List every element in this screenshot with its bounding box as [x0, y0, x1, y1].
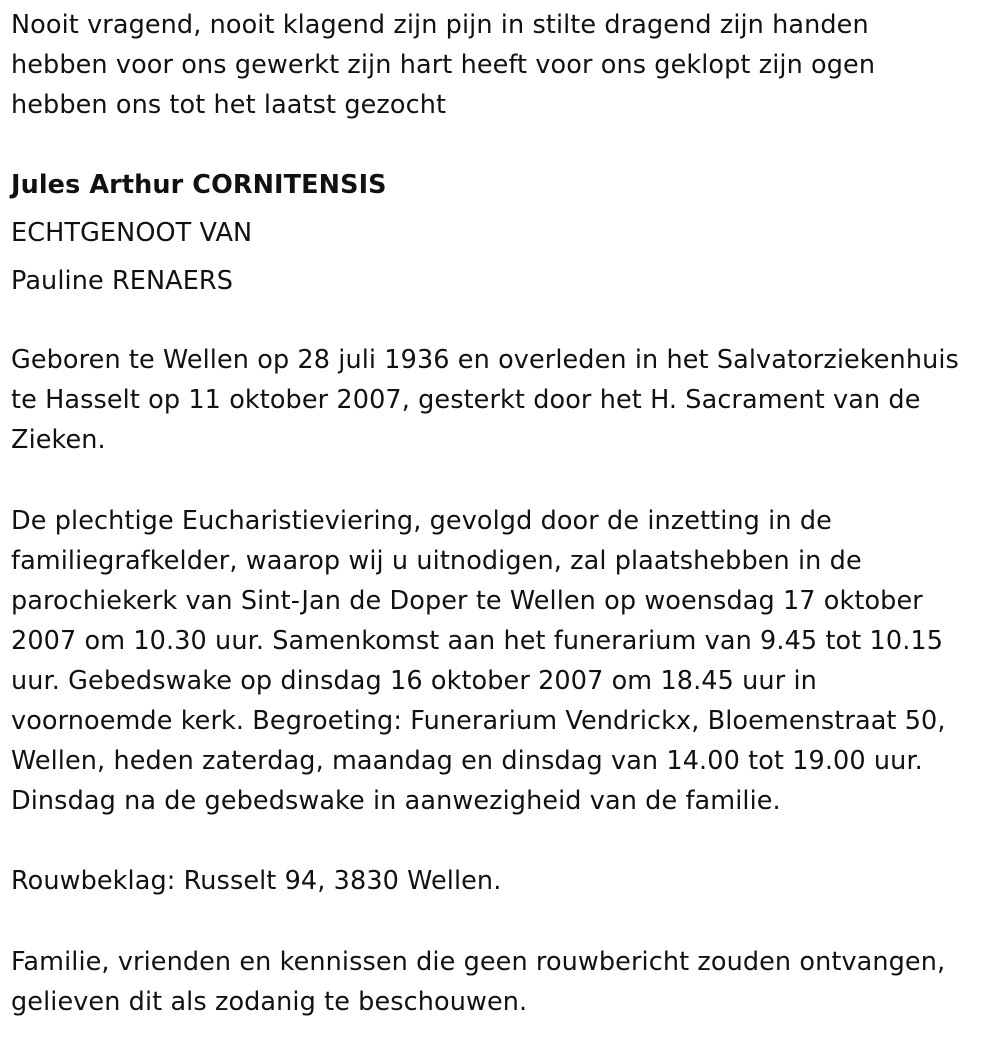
paragraph-line: 2007 om 10.30 uur. Samenkomst aan het funerarium van 9.45 tot 10.15 [11, 626, 944, 656]
paragraph-line: gelieven dit als zodanig te beschouwen. [11, 987, 528, 1017]
paragraph-line: familiegrafkelder, waarop wij u uitnodigen, zal plaatshebben in de [11, 546, 862, 576]
paragraph-line: Wellen, heden zaterdag, maandag en dinsdag van 14.00 tot 19.00 uur. [11, 746, 923, 776]
paragraph-line: Dinsdag na de gebedswake in aanwezigheid van de familie. [11, 786, 781, 816]
paragraph-line: te Hasselt op 11 oktober 2007, gesterkt door het H. Sacrament van de [11, 385, 921, 415]
paragraph-line: parochiekerk van Sint-Jan de Doper te Wellen op woensdag 17 oktober [11, 586, 923, 616]
deceased-name: Jules Arthur CORNITENSIS [11, 170, 387, 200]
paragraph-line: voornoemde kerk. Begroeting: Funerarium Vendrickx, Bloemenstraat 50, [11, 706, 946, 736]
paragraph-line: Geboren te Wellen op 28 juli 1936 en overleden in het Salvatorziekenhuis [11, 345, 959, 375]
poem-line: hebben ons tot het laatst gezocht [11, 90, 447, 120]
poem-line: hebben voor ons gewerkt zijn hart heeft voor ons geklopt zijn ogen [11, 50, 876, 80]
paragraph-line: Zieken. [11, 425, 106, 455]
paragraph-line: Familie, vrienden en kennissen die geen rouwbericht zouden ontvangen, [11, 947, 946, 977]
poem-line: Nooit vragend, nooit klagend zijn pijn in stilte dragend zijn handen [11, 10, 869, 40]
spouse-name: Pauline RENAERS [11, 266, 234, 296]
relation-label: ECHTGENOOT VAN [11, 218, 253, 248]
paragraph-line: uur. Gebedswake op dinsdag 16 oktober 2007 om 18.45 uur in [11, 666, 817, 696]
condolences-address: Rouwbeklag: Russelt 94, 3830 Wellen. [11, 866, 502, 896]
paragraph-line: De plechtige Eucharistieviering, gevolgd door de inzetting in de [11, 506, 832, 536]
